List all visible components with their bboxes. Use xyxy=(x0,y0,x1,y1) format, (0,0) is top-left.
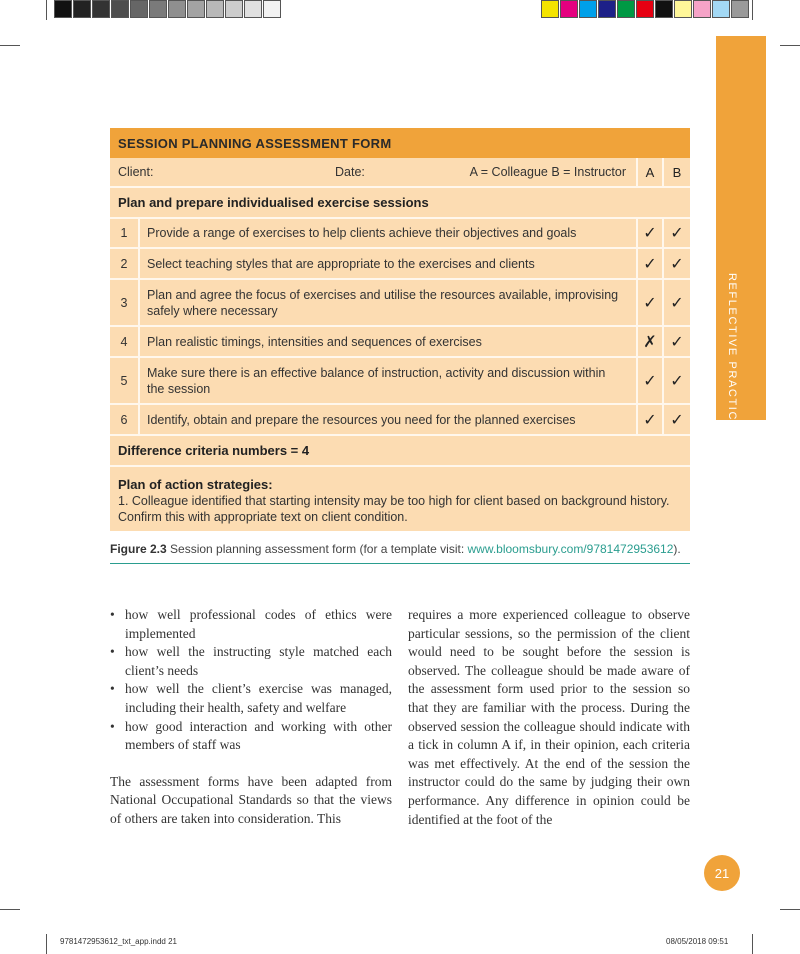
tick-mark-b: ✓ xyxy=(670,294,684,312)
assessment-form xyxy=(110,128,690,531)
right-column xyxy=(408,606,690,829)
tick-mark-b: ✓ xyxy=(670,372,684,390)
tick-mark-b: ✓ xyxy=(670,411,684,429)
color-swatch xyxy=(149,0,167,18)
right-paragraph: requires a more experienced colleague to observe particular sessions, so the permission of the client would need to be sought before the session is observed. The colleague should be made aware of the assessment form used prior to the session so that they are familiar with the process. During the observed session the colleague should indicate with a tick in column A if, in their opinion, each criteria was met effectively. At the end of the session the instructor could do the same by judging their own performance. Any difference in opinion could be identified at the foot of the xyxy=(408,607,690,827)
criteria-text: Plan realistic timings, intensities and sequences of exercises xyxy=(140,327,638,356)
plan-title: Plan of action strategies: xyxy=(118,477,273,492)
color-swatch xyxy=(244,0,262,18)
tick-mark-a: ✓ xyxy=(638,280,664,325)
slug-file: 9781472953612_txt_app.indd 21 xyxy=(60,937,177,946)
color-swatch xyxy=(560,0,578,18)
tick-mark-a: ✓ xyxy=(638,358,664,403)
criteria-number: 4 xyxy=(110,327,140,356)
crop-mark xyxy=(780,45,800,46)
form-header-row xyxy=(110,158,690,188)
color-swatch xyxy=(206,0,224,18)
column-b-header: B xyxy=(672,164,682,180)
plan-text: 1. Colleague identified that starting intensity may be too high for client based on background history. Confirm this with appropriate text on client condition. xyxy=(118,494,670,524)
criteria-row xyxy=(110,249,690,280)
color-swatch xyxy=(130,0,148,18)
cross-mark-a: ✗ xyxy=(638,327,664,356)
color-swatch xyxy=(731,0,749,18)
left-paragraph: The assessment forms have been adapted from National Occupational Standards so that the views of others are taken into consideration. This xyxy=(110,773,392,826)
client-label: Client: xyxy=(118,165,154,179)
bullet-item: • how well the client’s exercise was managed, including their health, safety and welfare xyxy=(110,680,392,717)
bullet-list xyxy=(110,606,392,755)
color-swatch xyxy=(168,0,186,18)
crop-mark xyxy=(780,909,800,910)
color-swatch xyxy=(111,0,129,18)
criteria-number: 5 xyxy=(110,358,140,403)
criteria-text: Identify, obtain and prepare the resources you need for the planned exercises xyxy=(140,405,638,434)
crop-mark xyxy=(46,0,47,20)
date-label: Date: xyxy=(335,165,365,179)
crop-mark xyxy=(752,0,753,20)
criteria-number: 1 xyxy=(110,219,140,247)
criteria-text: Select teaching styles that are appropriate to the exercises and clients xyxy=(140,249,638,278)
caption-end: ). xyxy=(673,542,681,556)
bullet-item: • how good interaction and working with other members of staff was xyxy=(110,718,392,755)
criteria-number: 6 xyxy=(110,405,140,434)
color-swatch xyxy=(54,0,72,18)
crop-mark xyxy=(0,45,20,46)
color-swatch xyxy=(617,0,635,18)
tick-mark-b: ✓ xyxy=(670,225,684,242)
color-swatch xyxy=(636,0,654,18)
criteria-text: Make sure there is an effective balance of instruction, activity and discussion within the session xyxy=(140,358,638,403)
color-bar-left xyxy=(54,0,282,20)
color-bar-right xyxy=(541,0,750,20)
color-swatch xyxy=(655,0,673,18)
template-link[interactable]: www.bloomsbury.com/9781472953612 xyxy=(467,542,674,556)
criteria-text: Provide a range of exercises to help clients achieve their objectives and goals xyxy=(140,219,638,247)
tick-mark-a: ✓ xyxy=(638,405,664,434)
color-swatch xyxy=(712,0,730,18)
criteria-row xyxy=(110,219,690,249)
tick-mark-b: ✓ xyxy=(670,333,684,351)
plan-of-action xyxy=(110,467,690,531)
left-column xyxy=(110,606,392,829)
criteria-text: Plan and agree the focus of exercises and utilise the resources available, improvising safely where necessary xyxy=(140,280,638,325)
slug-datetime: 08/05/2018 09:51 xyxy=(666,937,729,946)
form-title: SESSION PLANNING ASSESSMENT FORM xyxy=(110,128,690,158)
legend-label: A = Colleague B = Instructor xyxy=(455,158,638,186)
color-swatch xyxy=(598,0,616,18)
bullet-item: • how well the instructing style matched each client’s needs xyxy=(110,643,392,680)
figure-caption xyxy=(110,542,690,564)
criteria-number: 2 xyxy=(110,249,140,278)
difference-criteria: Difference criteria numbers = 4 xyxy=(110,436,690,467)
crop-mark xyxy=(0,909,20,910)
tick-mark-a: ✓ xyxy=(638,219,664,247)
criteria-row xyxy=(110,280,690,327)
tick-mark-b: ✓ xyxy=(670,255,684,273)
side-tab-label: REFLECTIVE PRACTICE xyxy=(726,273,738,430)
caption-text: Session planning assessment form (for a template visit: xyxy=(170,542,468,556)
color-swatch xyxy=(73,0,91,18)
tick-mark-a: ✓ xyxy=(638,249,664,278)
criteria-row xyxy=(110,327,690,358)
crop-mark xyxy=(752,934,753,954)
color-swatch xyxy=(263,0,281,18)
color-swatch xyxy=(541,0,559,18)
color-swatch xyxy=(579,0,597,18)
figure-label: Figure 2.3 xyxy=(110,542,167,556)
bullet-item: • how well professional codes of ethics were implemented xyxy=(110,606,392,643)
crop-mark xyxy=(46,934,47,954)
color-swatch xyxy=(674,0,692,18)
criteria-row xyxy=(110,358,690,405)
section-heading: Plan and prepare individualised exercise sessions xyxy=(110,188,690,219)
color-swatch xyxy=(187,0,205,18)
criteria-number: 3 xyxy=(110,280,140,325)
criteria-row xyxy=(110,405,690,436)
color-swatch xyxy=(693,0,711,18)
color-swatch xyxy=(92,0,110,18)
column-a-header: A xyxy=(638,158,664,186)
page-number: 21 xyxy=(704,855,740,891)
color-swatch xyxy=(225,0,243,18)
